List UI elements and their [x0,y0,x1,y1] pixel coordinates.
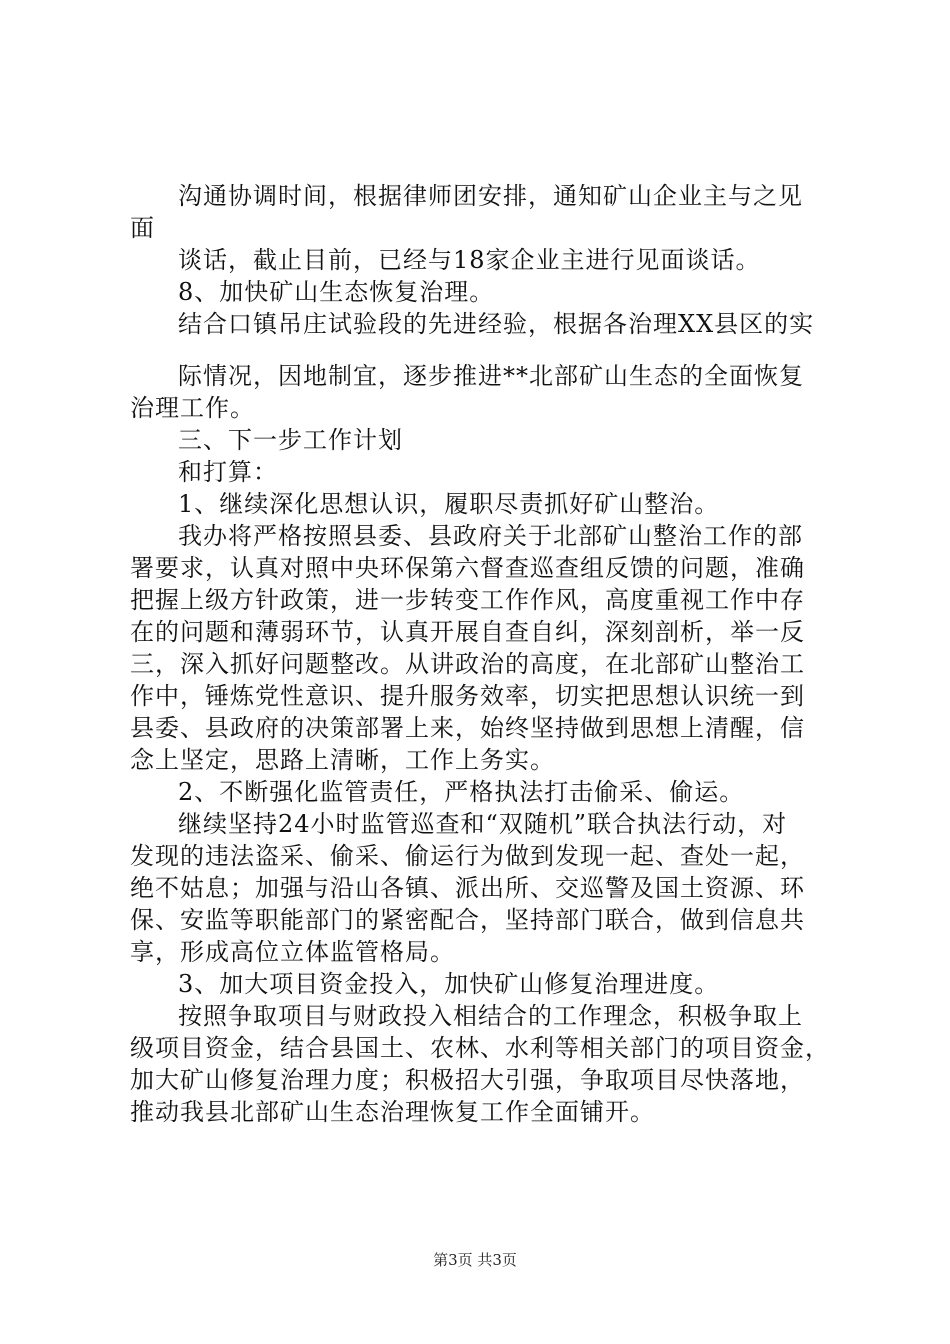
text-line: 把握上级方针政策，进一步转变工作作风，高度重视工作中存 [130,586,805,614]
text-line: 发现的违法盗采、偷采、偷运行为做到发现一起、查处一起， [130,842,805,870]
subheading: 2、不断强化监管责任，严格执法打击偷采、偷运。 [178,778,745,806]
text-line: 谈话，截止目前，已经与18家企业主进行见面谈话。 [178,246,761,274]
text-line: 三，深入抓好问题整改。从讲政治的高度，在北部矿山整治工 [130,650,805,678]
text-line: 治理工作。 [130,394,255,422]
text-line: 念上坚定，思路上清晰，工作上务实。 [130,746,555,774]
subheading: 3、加大项目资金投入，加快矿山修复治理进度。 [178,970,720,998]
text-line: 作中，锤炼党性意识、提升服务效率，切实把思想认识统一到 [130,682,805,710]
text-line: 面 [130,214,155,242]
text-line: 沟通协调时间，根据律师团安排，通知矿山企业主与之见 [178,182,803,210]
subheading: 1、继续深化思想认识，履职尽责抓好矿山整治。 [178,490,720,518]
text-line: 在的问题和薄弱环节，认真开展自查自纠，深刻剖析，举一反 [130,618,805,646]
text-line: 按照争取项目与财政投入相结合的工作理念，积极争取上 [178,1002,803,1030]
section-heading: 三、下一步工作计划 [178,426,403,454]
text-line: 我办将严格按照县委、县政府关于北部矿山整治工作的部 [178,522,803,550]
text-line: 结合口镇吊庄试验段的先进经验，根据各治理XX县区的实 [178,310,815,338]
text-line: 加大矿山修复治理力度；积极招大引强，争取项目尽快落地， [130,1066,805,1094]
text-line: 际情况，因地制宜，逐步推进**北部矿山生态的全面恢复 [178,362,804,390]
text-line: 绝不姑息；加强与沿山各镇、派出所、交巡警及国土资源、环 [130,874,805,902]
text-line: 享，形成高位立体监管格局。 [130,938,455,966]
text-line: 保、安监等职能部门的紧密配合，坚持部门联合，做到信息共 [130,906,805,934]
text-line: 继续坚持24小时监管巡查和“双随机”联合执法行动，对 [178,810,788,838]
text-line: 8、加快矿山生态恢复治理。 [178,278,495,306]
text-line: 署要求，认真对照中央环保第六督查巡查组反馈的问题，准确 [130,554,805,582]
page-footer: 第3页 共3页 [433,1251,517,1269]
section-heading: 和打算： [178,458,278,486]
text-line: 级项目资金，结合县国土、农林、水利等相关部门的项目资金， [130,1034,830,1062]
text-line: 推动我县北部矿山生态治理恢复工作全面铺开。 [130,1098,655,1126]
text-line: 县委、县政府的决策部署上来，始终坚持做到思想上清醒，信 [130,714,805,742]
